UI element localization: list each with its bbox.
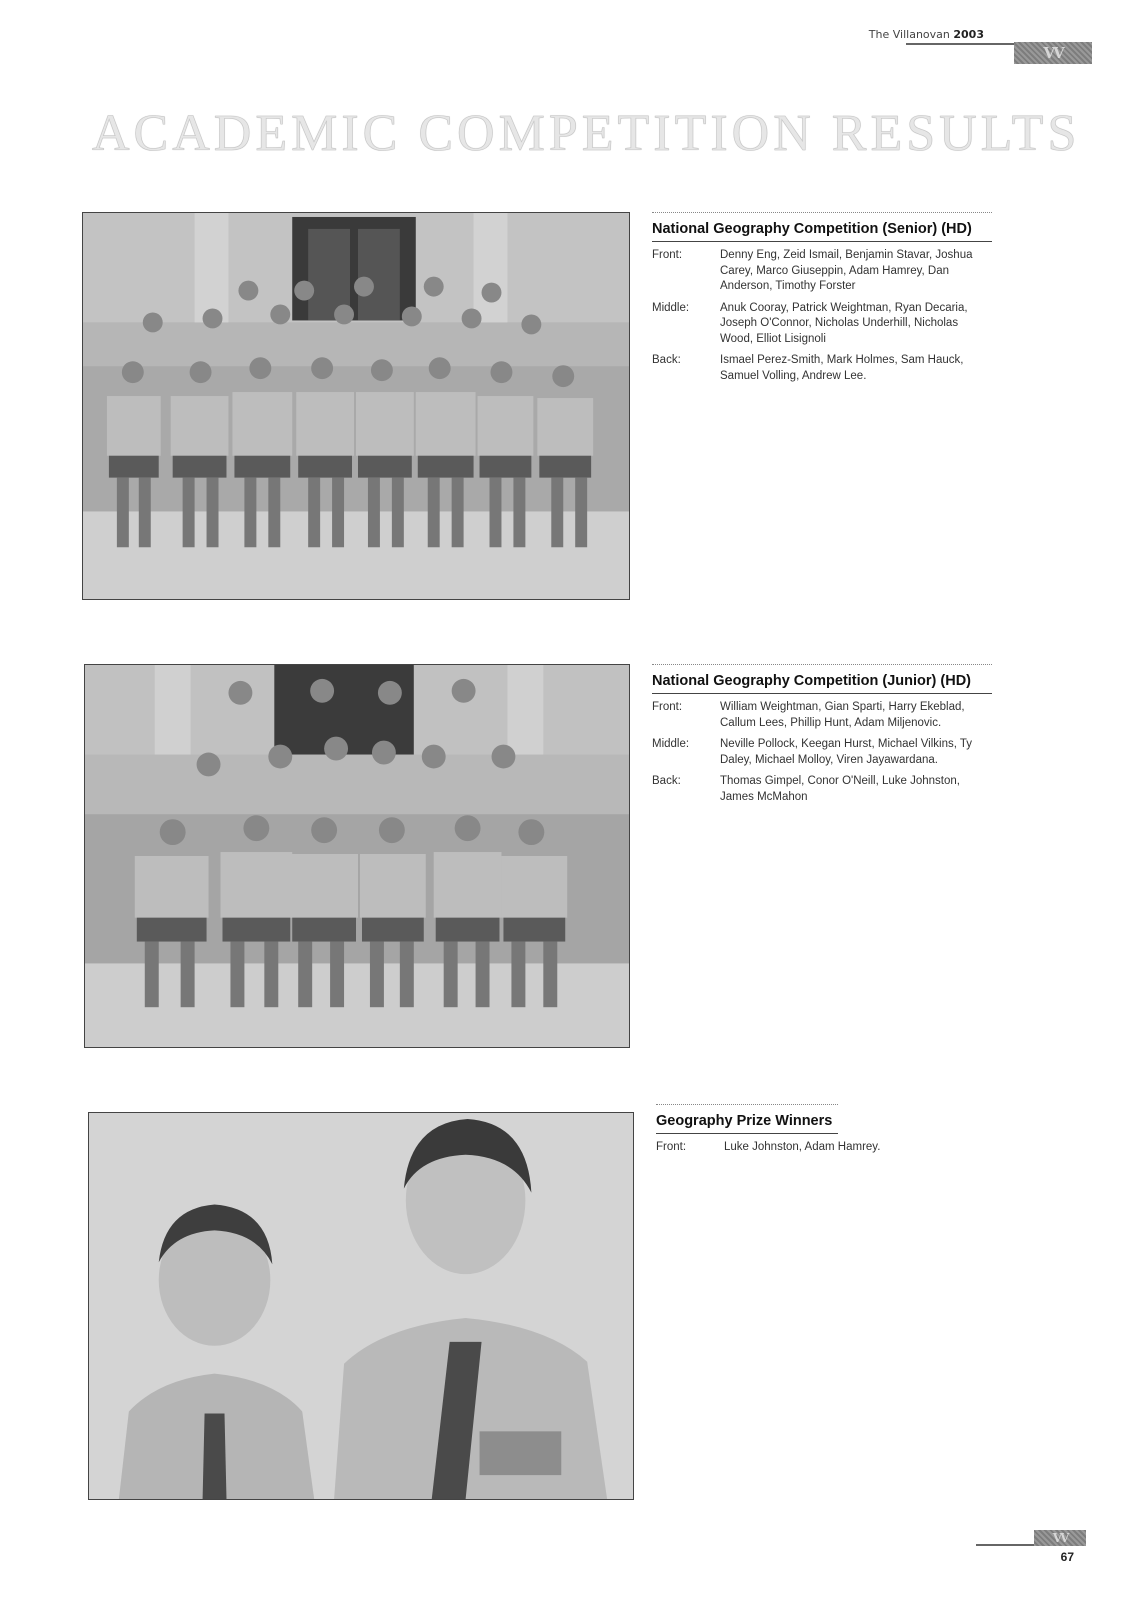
section-title: Geography Prize Winners <box>656 1104 838 1134</box>
junior-results-section <box>652 664 992 805</box>
row-label: Middle: <box>652 301 690 314</box>
section-title: National Geography Competition (Senior) (HD) <box>652 212 992 242</box>
row-label: Back: <box>652 775 681 787</box>
publication-year: 2003 <box>953 28 984 41</box>
logo-text: VV <box>1043 44 1063 62</box>
front-row <box>656 1140 996 1156</box>
section-title: National Geography Competition (Junior) (HD) <box>652 664 992 694</box>
row-names: William Weightman, Gian Sparti, Harry Ekeblad, Callum Lees, Phillip Hunt, Adam Miljenovic. <box>720 701 965 729</box>
row-names: Anuk Cooray, Patrick Weightman, Ryan Decaria, Joseph O'Connor, Nicholas Underhill, Nicholas Wood, Elliot Lisignoli <box>720 301 968 345</box>
back-row <box>652 353 992 384</box>
page-title: ACADEMIC COMPETITION RESULTS <box>92 105 1081 162</box>
header-rule <box>906 43 1016 45</box>
row-names: Denny Eng, Zeid Ismail, Benjamin Stavar, Joshua Carey, Marco Giuseppin, Adam Hamrey, Dan Anderson, Timothy Forster <box>720 249 973 292</box>
middle-row <box>652 737 992 768</box>
row-label: Front: <box>652 249 683 261</box>
publication-name: The Villanovan <box>868 28 950 41</box>
logo-text: VV <box>1052 1531 1068 1545</box>
senior-group-photo <box>82 212 630 600</box>
prize-winners-photo <box>88 1112 634 1500</box>
row-names: Neville Pollock, Keegan Hurst, Michael Vilkins, Ty Daley, Michael Molloy, Viren Jayawardana. <box>720 738 973 766</box>
middle-row <box>652 301 992 348</box>
front-row <box>652 248 992 295</box>
school-logo-icon <box>1034 1530 1086 1546</box>
row-names: Thomas Gimpel, Conor O'Neill, Luke Johnston, James McMahon <box>720 775 960 803</box>
school-logo-icon <box>1014 42 1092 64</box>
back-row <box>652 774 992 805</box>
front-row <box>652 700 992 731</box>
senior-results-section <box>652 212 992 384</box>
page-footer <box>974 1530 1094 1570</box>
row-label: Back: <box>652 354 681 366</box>
page-number: 67 <box>1060 1550 1074 1564</box>
row-label: Front: <box>656 1141 687 1153</box>
row-label: Front: <box>652 701 683 713</box>
row-names: Ismael Perez-Smith, Mark Holmes, Sam Hauck, Samuel Volling, Andrew Lee. <box>720 354 964 382</box>
row-names: Luke Johnston, Adam Hamrey. <box>724 1141 881 1153</box>
row-label: Middle: <box>652 738 690 750</box>
junior-group-photo <box>84 664 630 1048</box>
header-text <box>869 28 984 41</box>
prize-winners-section <box>656 1104 996 1156</box>
running-header <box>868 28 1092 68</box>
